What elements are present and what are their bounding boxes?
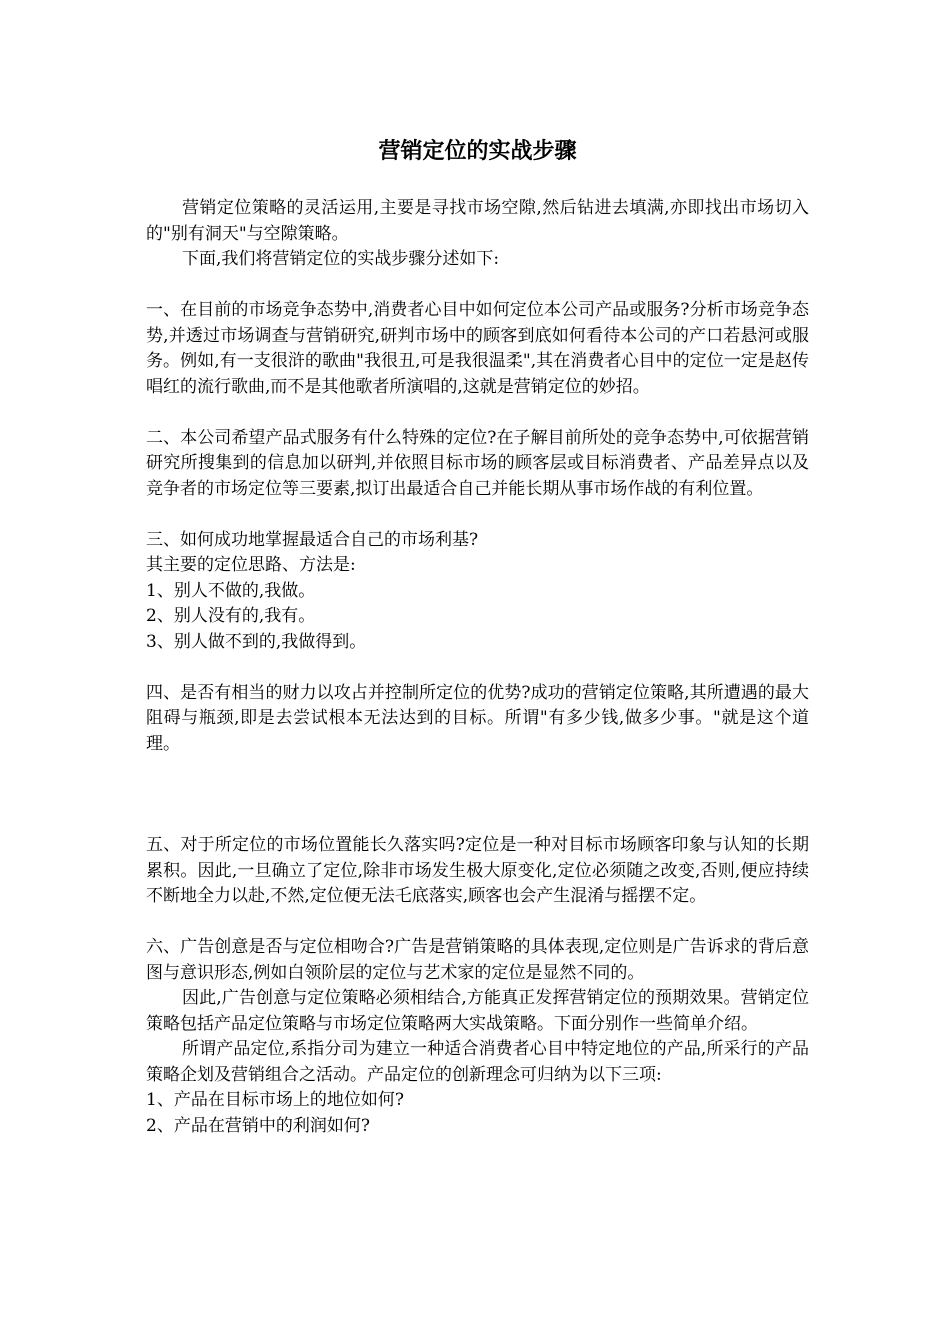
list-item: 1、别人不做的,我做。: [146, 580, 316, 601]
section-6-paragraph-3: 所谓产品定位,系指分司为建立一种适合消费者心目中特定地位的产品,所采行的产品策略企划及营销组合之活动。产品定位的创新理念可归纳为以下三项:: [146, 1039, 809, 1085]
list-item: 3、别人做不到的,我做得到。: [146, 631, 367, 652]
list-item: 1、产品在目标市场上的地位如何?: [146, 1090, 404, 1110]
section-1-paragraph: 一、在目前的市场竞争态势中,消费者心目中如何定位本公司产品或服务?分析市场竞争态势,并透过市场调查与营销研究,研判市场中的顾客到底如何看待本公司的产口若悬河或服务。例如,有一支很浒的歌曲"我很丑,可是我很温柔",其在消费者心目中的定位一定是赵传唱红的流行歌曲,而不是其他歌者所演唱的,这就是营销定位的妙招。: [146, 300, 809, 397]
section-2-paragraph: 二、本公司希望产品式服务有什么特殊的定位?在子解目前所处的竞争态势中,可依据营销研究所搜集到的信息加以研判,并依照目标市场的顾客层或目标消费者、产品差异点以及竞争者的市场定位等三要素,拟订出最适合自己并能长期从事市场作战的有利位置。: [146, 427, 809, 499]
section-6-paragraph-1: 六、广告创意是否与定位相吻合?广告是营销策略的具体表现,定位则是广告诉求的背后意图与意识形态,例如白领阶层的定位与艺术家的定位是显然不同的。: [146, 937, 809, 983]
list-item: 2、别人没有的,我有。: [146, 606, 316, 626]
section-3-lead: 其主要的定位思路、方法是:: [146, 555, 356, 575]
intro-paragraph-2: 下面,我们将营销定位的实战步骤分述如下:: [182, 249, 500, 269]
section-5-paragraph: 五、对于所定位的市场位置能长久落实吗?定位是一种对目标市场顾客印象与认知的长期累积。因此,一旦确立了定位,除非市场发生极大原变化,定位必须随之改变,否则,便应持续不断地全力以赴,不然,定位便无法乇底落实,顾客也会产生混淆与摇摆不定。: [146, 835, 809, 906]
spacer: [146, 757, 809, 833]
section-3-heading: 三、如何成功地掌握最适合自己的市场利基?: [146, 529, 479, 550]
page-title: 营销定位的实战步骤: [378, 138, 577, 164]
spacer: [146, 273, 809, 299]
spacer: [146, 655, 809, 681]
spacer: [146, 502, 809, 528]
section-4-paragraph: 四、是否有相当的财力以攻占并控制所定位的优势?成功的营销定位策略,其所遭遇的最大阻碍与瓶颈,即是去尝试根本无法达到的目标。所谓"有多少钱,做多少事。"就是这个道理。: [146, 682, 809, 754]
spacer: [146, 400, 809, 426]
spacer: [146, 910, 809, 936]
section-6-paragraph-2: 因此,广告创意与定位策略必须相结合,方能真正发挥营销定位的预期效果。营销定位策略包括产品定位策略与市场定位策略两大实战策略。下面分别作一些简单介绍。: [146, 988, 809, 1034]
intro-paragraph-1: 营销定位策略的灵活运用,主要是寻找市场空隙,然后钻进去填满,亦即找出市场切入的"别有洞天"与空隙策略。: [146, 198, 809, 244]
list-item: 2、产品在营销中的利润如何?: [146, 1115, 370, 1136]
document-page: [146, 136, 809, 1139]
